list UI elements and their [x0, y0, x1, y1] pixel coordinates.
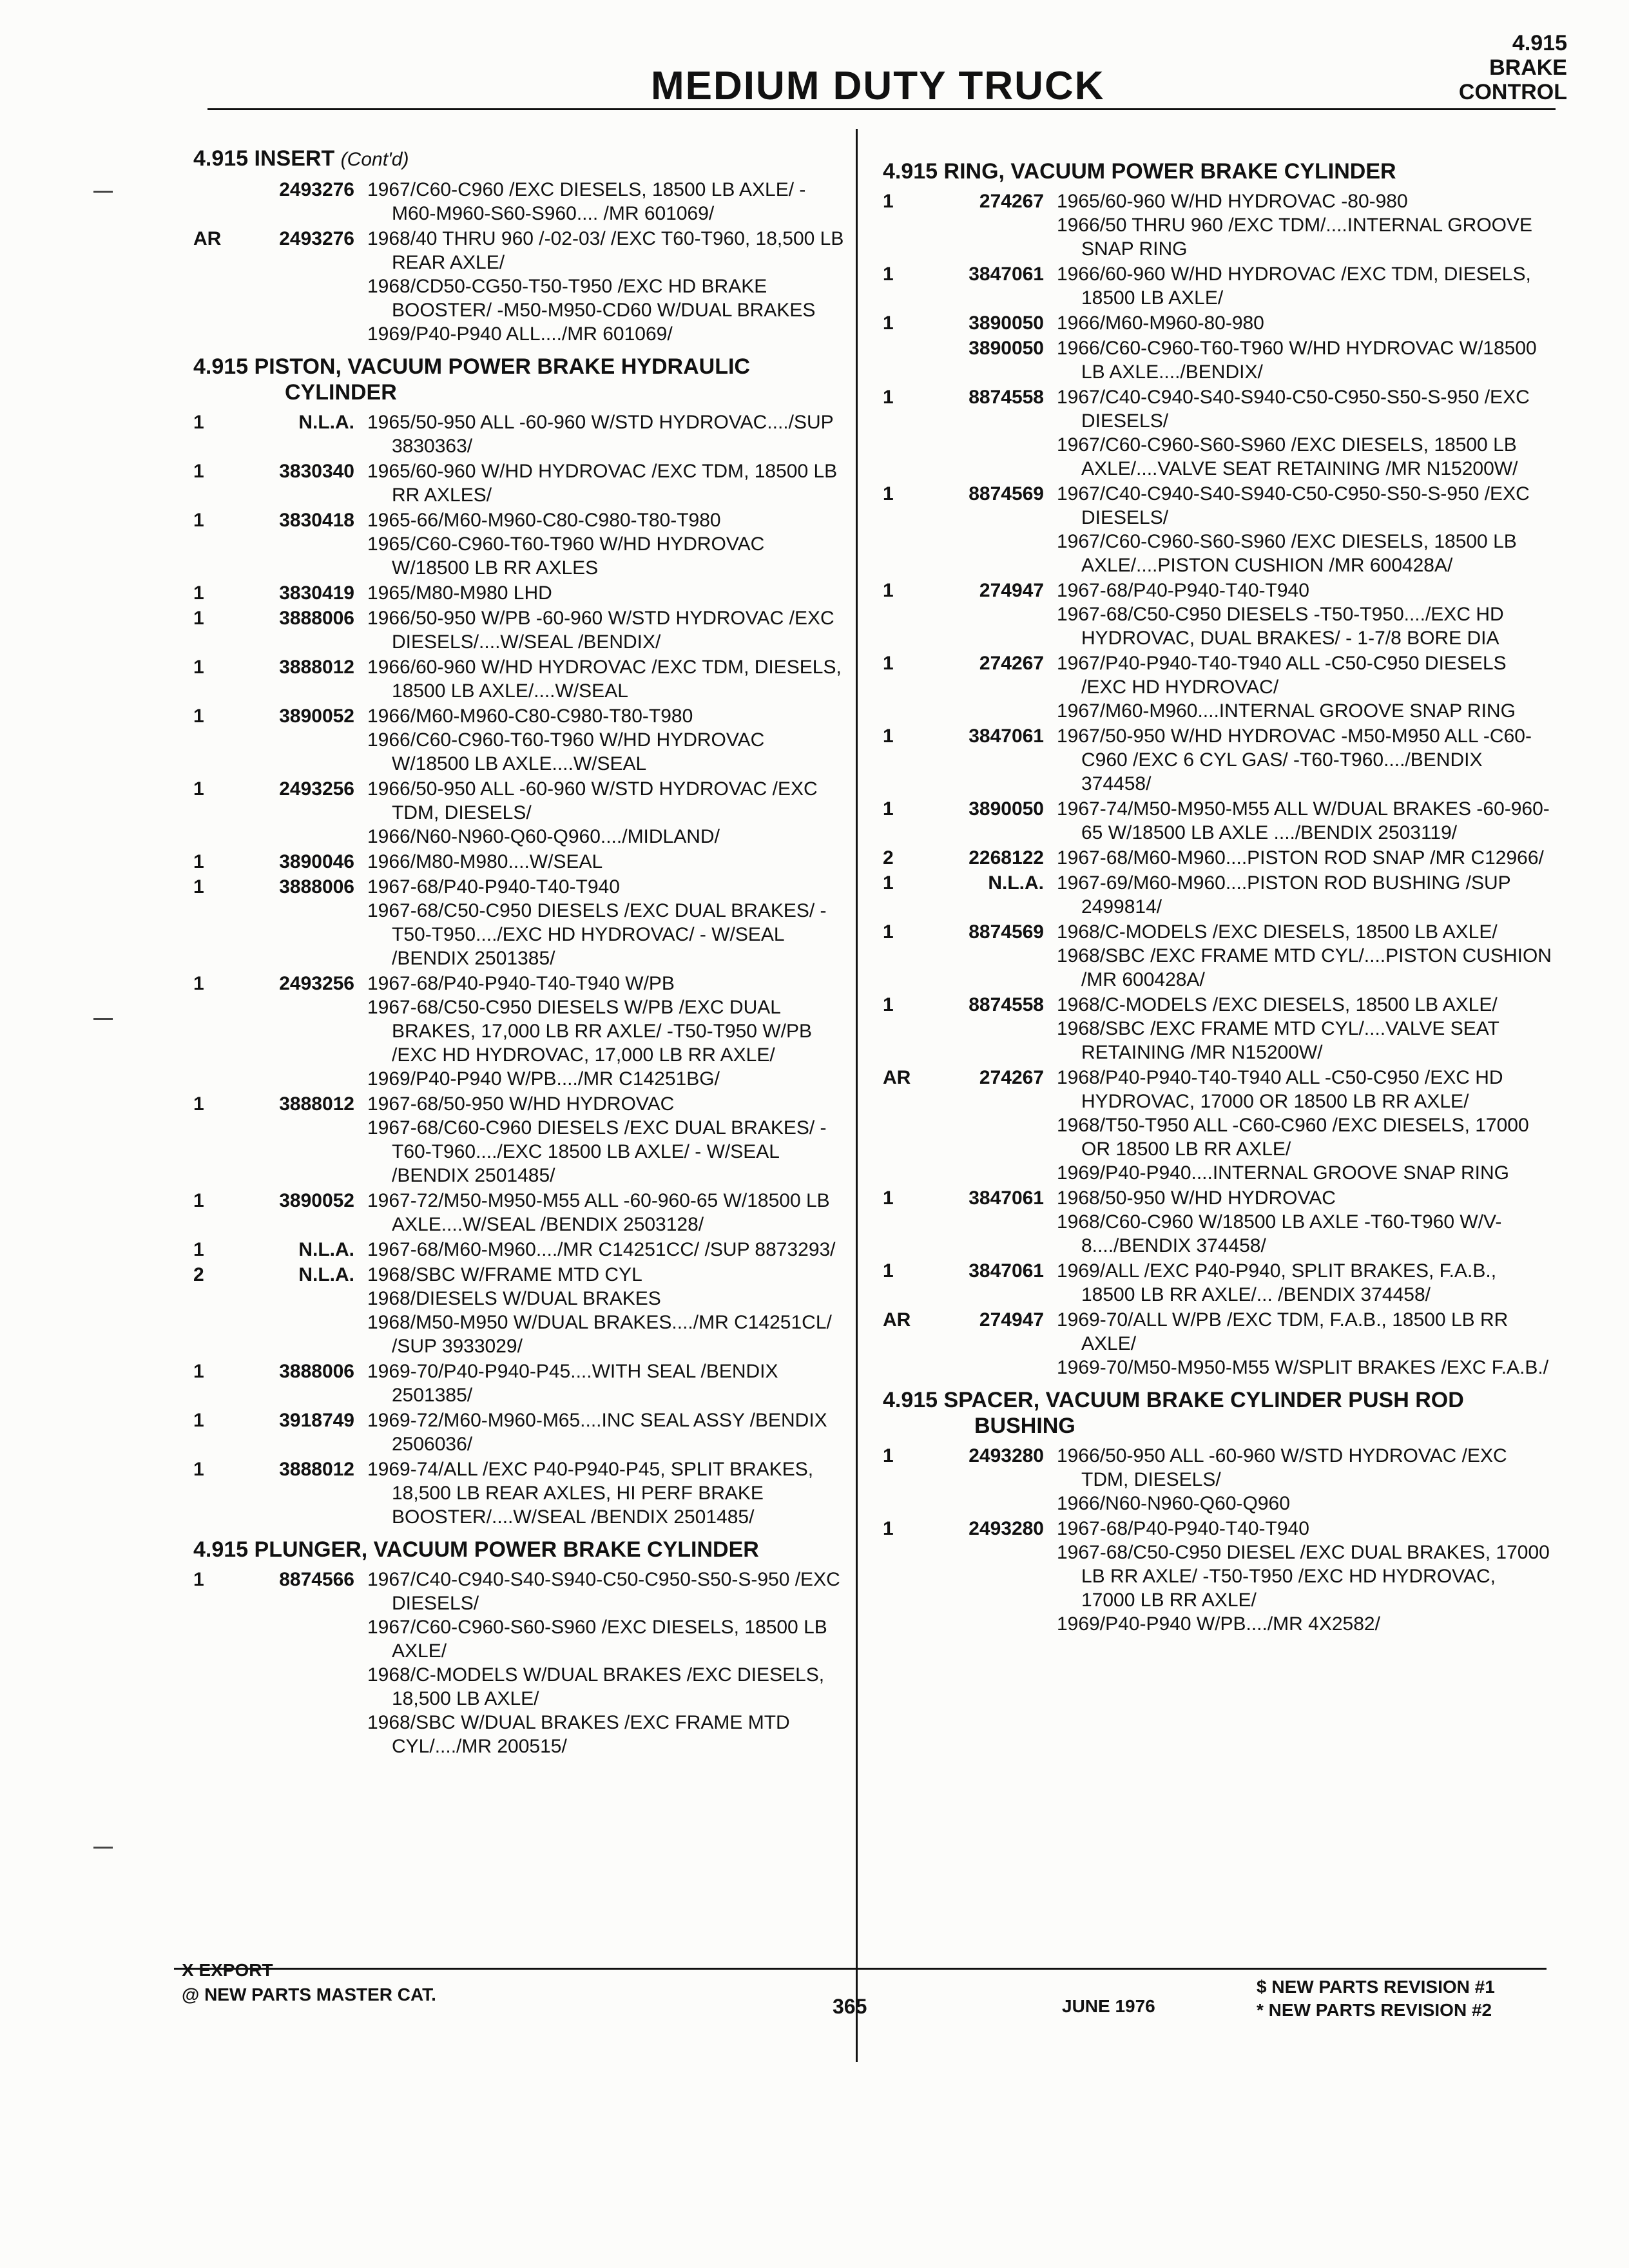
application-description [1057, 311, 1553, 335]
part-number: 8874558 [969, 994, 1044, 1015]
application-description [367, 410, 844, 458]
quantity: 1 [883, 191, 894, 212]
quantity: 1 [193, 582, 204, 604]
application-line: 1968/50-950 W/HD HYDROVAC [1057, 1187, 1336, 1209]
part-entry [193, 410, 844, 458]
application-line: 1966/60-960 W/HD HYDROVAC /EXC TDM, DIESELS, 18500 LB AXLE/....W/SEAL [367, 657, 842, 702]
quantity: 1 [193, 778, 204, 800]
application-description [367, 459, 844, 507]
part-entry [193, 1092, 844, 1187]
parts-section [883, 1387, 1553, 1636]
part-number: 2493280 [969, 1518, 1044, 1539]
margin-mark [93, 1847, 113, 1849]
quantity: 1 [193, 1410, 204, 1431]
part-number: 3888012 [279, 657, 354, 678]
quantity: 1 [193, 412, 204, 433]
quantity: 1 [193, 510, 204, 531]
application-description [367, 1092, 844, 1187]
quantity: 1 [883, 921, 894, 943]
part-number: 3890050 [969, 312, 1044, 334]
part-entry [883, 1259, 1553, 1307]
part-number: 3847061 [969, 264, 1044, 285]
application-description [367, 1189, 844, 1236]
application-line: 1966/50-950 W/PB -60-960 W/STD HYDROVAC /EXC DIESELS/....W/SEAL /BENDIX/ [367, 608, 834, 653]
application-description [1057, 482, 1553, 577]
application-line: 1967-68/P40-P940-T40-T940 W/PB [367, 973, 675, 994]
part-entry [193, 1238, 844, 1262]
application-line: 1968/CD50-CG50-T50-T950 /EXC HD BRAKE BOOSTER/ -M50-M950-CD60 W/DUAL BRAKES [367, 276, 816, 321]
part-entry [883, 311, 1553, 335]
part-number: 3830419 [279, 582, 354, 604]
quantity: 1 [193, 851, 204, 872]
application-line: 1966/50-950 ALL -60-960 W/STD HYDROVAC /EXC TDM, DIESELS/ [1057, 1445, 1507, 1490]
part-number: 3890050 [969, 798, 1044, 820]
page-number: 365 [833, 1995, 867, 2018]
application-description [367, 1457, 844, 1529]
part-entry [883, 189, 1553, 261]
application-line: 1967/M60-M960....INTERNAL GROOVE SNAP RING [1057, 700, 1516, 722]
part-number: 274267 [979, 653, 1044, 674]
section-name-line-1: BRAKE [1489, 55, 1567, 80]
header-rule [207, 108, 1556, 110]
application-line: 1965/60-960 W/HD HYDROVAC /EXC TDM, 18500 LB RR AXLES/ [367, 461, 838, 506]
quantity: 1 [193, 1093, 204, 1115]
application-line: 1966/M60-M960-80-980 [1057, 312, 1264, 334]
application-line: 1968/DIESELS W/DUAL BRAKES [367, 1288, 661, 1309]
application-line: 1968/SBC /EXC FRAME MTD CYL/....PISTON CUSHION /MR 600428A/ [1057, 945, 1552, 990]
application-line: 1967-68/50-950 W/HD HYDROVAC [367, 1093, 675, 1115]
part-number: 3888012 [279, 1093, 354, 1115]
quantity: 1 [883, 994, 894, 1015]
application-line: 1966/N60-N960-Q60-Q960..../MIDLAND/ [367, 826, 720, 847]
quantity: 1 [193, 1569, 204, 1590]
part-entry [193, 1457, 844, 1529]
part-number: 3888006 [279, 876, 354, 898]
part-number: 8874566 [279, 1569, 354, 1590]
application-line: 1965/50-950 ALL -60-960 W/STD HYDROVAC..../SUP 3830363/ [367, 412, 834, 457]
margin-mark [93, 1018, 113, 1020]
application-line: 1969/P40-P940....INTERNAL GROOVE SNAP RING [1057, 1162, 1509, 1184]
part-number: 274267 [979, 191, 1044, 212]
quantity: 1 [193, 1190, 204, 1211]
quantity: 1 [883, 798, 894, 820]
application-description [1057, 993, 1553, 1064]
application-line: 1965/60-960 W/HD HYDROVAC -80-980 [1057, 191, 1408, 212]
application-description [1057, 846, 1553, 870]
part-entry [883, 579, 1553, 650]
section-title [193, 354, 844, 405]
application-description [1057, 579, 1553, 650]
part-entry [883, 871, 1553, 919]
application-description [1057, 262, 1553, 310]
part-entry [883, 1066, 1553, 1185]
right-column [883, 159, 1553, 1644]
application-line: 1967-68/C50-C950 DIESELS W/PB /EXC DUAL BRAKES, 17,000 LB RR AXLE/ -T50-T950 W/PB /EXC HD HYDROVAC, 17,000 LB RR AXLE/ [367, 997, 812, 1066]
part-number: N.L.A. [298, 412, 354, 433]
part-number: 3888012 [279, 1459, 354, 1480]
section-number: 4.915 [1512, 31, 1567, 55]
application-description [1057, 189, 1553, 261]
part-number: 3890052 [279, 1190, 354, 1211]
part-number: N.L.A. [298, 1264, 354, 1285]
quantity: 1 [883, 387, 894, 408]
part-entry [193, 1408, 844, 1456]
application-description [367, 581, 844, 605]
export-note: X EXPORT [182, 1960, 273, 1980]
application-line: 1966/C60-C960-T60-T960 W/HD HYDROVAC W/18500 LB AXLE..../BENDIX/ [1057, 338, 1537, 383]
section-title [193, 1537, 844, 1562]
part-entry [883, 262, 1553, 310]
application-line: 1966/C60-C960-T60-T960 W/HD HYDROVAC W/18500 LB AXLE....W/SEAL [367, 729, 765, 774]
parts-section [883, 159, 1553, 1379]
section-title-line-2: BUSHING [974, 1414, 1075, 1438]
section-title-line-2: CYLINDER [285, 380, 397, 405]
part-entry [883, 1186, 1553, 1258]
left-column [193, 146, 844, 1766]
part-entry [193, 606, 844, 654]
part-number: 3890050 [969, 338, 1044, 359]
part-number: 3847061 [969, 1187, 1044, 1209]
page-title: MEDIUM DUTY TRUCK [651, 64, 1105, 108]
application-description [1057, 1066, 1553, 1185]
section-label [1374, 31, 1567, 104]
part-entry [883, 993, 1553, 1064]
publication-date: JUNE 1976 [1062, 1996, 1155, 2016]
part-entry [193, 777, 844, 849]
application-description [1057, 651, 1553, 723]
section-title-text: 4.915 PLUNGER, VACUUM POWER BRAKE CYLINDER [193, 1537, 759, 1562]
part-number: 274947 [979, 580, 1044, 601]
application-description [367, 508, 844, 580]
application-description [1057, 724, 1553, 796]
quantity: 1 [883, 1260, 894, 1282]
application-line: 1969-70/P40-P940-P45....WITH SEAL /BENDIX 2501385/ [367, 1361, 778, 1406]
application-line: 1967-68/P40-P940-T40-T940 [1057, 580, 1309, 601]
application-description [367, 704, 844, 776]
part-entry [193, 875, 844, 970]
section-title [883, 159, 1553, 184]
application-line: 1968/M50-M950 W/DUAL BRAKES..../MR C14251CL/ /SUP 3933029/ [367, 1312, 832, 1357]
quantity: 1 [883, 264, 894, 285]
application-line: 1965/M80-M980 LHD [367, 582, 552, 604]
part-number: 274947 [979, 1309, 1044, 1331]
quantity: 1 [883, 726, 894, 747]
part-entry [883, 385, 1553, 481]
application-description [367, 875, 844, 970]
part-number: 3830418 [279, 510, 354, 531]
section-name-line-2: CONTROL [1458, 80, 1567, 104]
application-line: 1968/C60-C960 W/18500 LB AXLE -T60-T960 W/V-8..../BENDIX 374458/ [1057, 1211, 1502, 1256]
part-entry [193, 1189, 844, 1236]
application-description [1057, 1517, 1553, 1636]
quantity: 1 [193, 1361, 204, 1382]
footer-rule [174, 1968, 1547, 1970]
application-line: 1967/C40-C940-S40-S940-C50-C950-S50-S-950 /EXC DIESELS/ [1057, 387, 1530, 432]
application-line: 1967-72/M50-M950-M55 ALL -60-960-65 W/18500 LB AXLE....W/SEAL /BENDIX 2503128/ [367, 1190, 830, 1235]
master-cat-note: @ NEW PARTS MASTER CAT. [182, 1984, 436, 2004]
application-line: 1968/40 THRU 960 /-02-03/ /EXC T60-T960, 18,500 LB REAR AXLE/ [367, 228, 844, 273]
quantity: 1 [193, 608, 204, 629]
application-line: 1968/SBC W/FRAME MTD CYL [367, 1264, 642, 1285]
part-number: 3888006 [279, 608, 354, 629]
part-entry [193, 227, 844, 346]
application-line: 1967-69/M60-M960....PISTON ROD BUSHING /SUP 2499814/ [1057, 872, 1511, 918]
part-entry [193, 459, 844, 507]
part-entry [883, 1308, 1553, 1379]
application-line: 1967/P40-P940-T40-T940 ALL -C50-C950 DIESELS /EXC HD HYDROVAC/ [1057, 653, 1507, 698]
application-description [367, 1238, 844, 1262]
part-entry [193, 508, 844, 580]
application-line: 1966/50 THRU 960 /EXC TDM/....INTERNAL GROOVE SNAP RING [1057, 215, 1533, 260]
quantity: 1 [883, 1445, 894, 1466]
column-divider [856, 129, 858, 2062]
quantity: 1 [883, 1518, 894, 1539]
part-number: 2268122 [969, 847, 1044, 869]
application-line: 1968/C-MODELS /EXC DIESELS, 18500 LB AXLE/ [1057, 994, 1498, 1015]
application-line: 1969-72/M60-M960-M65....INC SEAL ASSY /BENDIX 2506036/ [367, 1410, 827, 1455]
application-description [1057, 797, 1553, 845]
quantity: 1 [193, 1239, 204, 1260]
application-description [367, 1360, 844, 1407]
section-title [883, 1387, 1553, 1439]
application-line: 1965-66/M60-M960-C80-C980-T80-T980 [367, 510, 721, 531]
part-number: 2493276 [279, 228, 354, 249]
part-entry [193, 704, 844, 776]
quantity: 1 [193, 461, 204, 482]
part-entry [193, 1360, 844, 1407]
part-entry [883, 724, 1553, 796]
application-line: 1967-68/C50-C950 DIESEL /EXC DUAL BRAKES, 17000 LB RR AXLE/ -T50-T950 /EXC HD HYDROVAC, 17000 LB RR AXLE/ [1057, 1542, 1550, 1611]
quantity: AR [193, 228, 222, 249]
application-description [1057, 1186, 1553, 1258]
part-entry [883, 846, 1553, 870]
part-number: 2493256 [279, 973, 354, 994]
application-line: 1968/T50-T950 ALL -C60-C960 /EXC DIESELS, 17000 OR 18500 LB RR AXLE/ [1057, 1115, 1529, 1160]
application-line: 1965/C60-C960-T60-T960 W/HD HYDROVAC W/18500 LB RR AXLES [367, 533, 765, 579]
application-line: 1966/60-960 W/HD HYDROVAC /EXC TDM, DIESELS, 18500 LB AXLE/ [1057, 264, 1531, 309]
part-number: 2493280 [969, 1445, 1044, 1466]
part-number: 8874569 [969, 921, 1044, 943]
part-number: 3847061 [969, 726, 1044, 747]
parts-section [193, 354, 844, 1529]
application-line: 1966/M80-M980....W/SEAL [367, 851, 603, 872]
margin-mark [93, 191, 113, 193]
application-description [367, 178, 844, 226]
quantity: 2 [193, 1264, 204, 1285]
part-number: 3890046 [279, 851, 354, 872]
application-line: 1969/P40-P940 ALL..../MR 601069/ [367, 323, 673, 345]
application-description [1057, 385, 1553, 481]
quantity: 1 [883, 1187, 894, 1209]
quantity: 1 [883, 580, 894, 601]
section-title-text: 4.915 PISTON, VACUUM POWER BRAKE HYDRAULIC [193, 354, 750, 379]
application-line: 1967/C40-C940-S40-S940-C50-C950-S50-S-950 /EXC DIESELS/ [1057, 483, 1530, 528]
application-description [1057, 1444, 1553, 1515]
section-title-text: 4.915 SPACER, VACUUM BRAKE CYLINDER PUSH ROD [883, 1388, 1464, 1412]
application-description [367, 1263, 844, 1358]
part-number: 3888006 [279, 1361, 354, 1382]
part-number: 8874558 [969, 387, 1044, 408]
application-line: 1966/N60-N960-Q60-Q960 [1057, 1493, 1290, 1514]
quantity: 1 [193, 973, 204, 994]
application-line: 1967-68/C60-C960 DIESELS /EXC DUAL BRAKES/ -T60-T960..../EXC 18500 LB AXLE/ - W/SEAL /BENDIX 2501485/ [367, 1117, 827, 1186]
parts-section [193, 146, 844, 346]
part-number: 8874569 [969, 483, 1044, 505]
part-entry [193, 850, 844, 874]
quantity: 1 [193, 657, 204, 678]
application-line: 1967-68/C50-C950 DIESELS /EXC DUAL BRAKES/ -T50-T950..../EXC HD HYDROVAC/ - W/SEAL /BENDIX 2501385/ [367, 900, 827, 969]
part-entry [193, 1568, 844, 1758]
application-line: 1967-68/P40-P940-T40-T940 [367, 876, 620, 898]
application-line: 1967/50-950 W/HD HYDROVAC -M50-M950 ALL -C60-C960 /EXC 6 CYL GAS/ -T60-T960..../BENDIX 374458/ [1057, 726, 1532, 794]
part-entry [883, 482, 1553, 577]
part-entry [883, 336, 1553, 384]
part-entry [193, 972, 844, 1091]
section-title [193, 146, 844, 173]
application-line: 1967/C60-C960-S60-S960 /EXC DIESELS, 18500 LB AXLE/ [367, 1617, 827, 1662]
application-line: 1968/C-MODELS W/DUAL BRAKES /EXC DIESELS, 18,500 LB AXLE/ [367, 1664, 825, 1709]
application-line: 1967/C40-C940-S40-S940-C50-C950-S50-S-950 /EXC DIESELS/ [367, 1569, 840, 1614]
part-number: 3918749 [279, 1410, 354, 1431]
application-line: 1967/C60-C960 /EXC DIESELS, 18500 LB AXLE/ -M60-M960-S60-S960.... /MR 601069/ [367, 179, 806, 224]
application-description [1057, 1259, 1553, 1307]
part-entry [193, 1263, 844, 1358]
application-line: 1969/ALL /EXC P40-P940, SPLIT BRAKES, F.A.B., 18500 LB RR AXLE/... /BENDIX 374458/ [1057, 1260, 1497, 1305]
quantity: 1 [193, 876, 204, 898]
application-description [367, 777, 844, 849]
application-description [367, 606, 844, 654]
quantity: 1 [883, 312, 894, 334]
application-line: 1969-70/M50-M950-M55 W/SPLIT BRAKES /EXC F.A.B./ [1057, 1357, 1549, 1378]
application-line: 1967/C60-C960-S60-S960 /EXC DIESELS, 18500 LB AXLE/....PISTON CUSHION /MR 600428A/ [1057, 531, 1517, 576]
part-entry [193, 655, 844, 703]
application-line: 1967-68/M60-M960....PISTON ROD SNAP /MR C12966/ [1057, 847, 1544, 869]
application-line: 1967-68/M60-M960..../MR C14251CC/ /SUP 8873293/ [367, 1239, 836, 1260]
part-entry [883, 797, 1553, 845]
part-entry [883, 651, 1553, 723]
application-line: 1968/C-MODELS /EXC DIESELS, 18500 LB AXLE/ [1057, 921, 1498, 943]
quantity: 1 [883, 653, 894, 674]
quantity: 2 [883, 847, 894, 869]
quantity: 1 [193, 1459, 204, 1480]
parts-section [193, 1537, 844, 1758]
application-description [367, 1408, 844, 1456]
application-description [367, 850, 844, 874]
part-number: 274267 [979, 1067, 1044, 1088]
part-entry [193, 178, 844, 226]
application-description [1057, 1308, 1553, 1379]
application-line: 1968/SBC W/DUAL BRAKES /EXC FRAME MTD CYL/..../MR 200515/ [367, 1712, 790, 1757]
part-number: 3847061 [969, 1260, 1044, 1282]
application-description [367, 1568, 844, 1758]
part-number: 2493256 [279, 778, 354, 800]
application-description [367, 972, 844, 1091]
part-number: N.L.A. [298, 1239, 354, 1260]
application-line: 1969/P40-P940 W/PB..../MR 4X2582/ [1057, 1613, 1380, 1635]
part-number: N.L.A. [988, 872, 1044, 894]
part-entry [883, 920, 1553, 992]
application-line: 1966/M60-M960-C80-C980-T80-T980 [367, 706, 693, 727]
application-line: 1968/SBC /EXC FRAME MTD CYL/....VALVE SEAT RETAINING /MR N15200W/ [1057, 1018, 1499, 1063]
part-entry [883, 1517, 1553, 1636]
application-line: 1969-74/ALL /EXC P40-P940-P45, SPLIT BRAKES, 18,500 LB REAR AXLES, HI PERF BRAKE BOOSTER/....W/SEAL /BENDIX 2501485/ [367, 1459, 814, 1528]
quantity: 1 [193, 706, 204, 727]
application-description [1057, 336, 1553, 384]
application-line: 1969-70/ALL W/PB /EXC TDM, F.A.B., 18500 LB RR AXLE/ [1057, 1309, 1509, 1354]
quantity: AR [883, 1309, 911, 1331]
quantity: 1 [883, 872, 894, 894]
application-line: 1967/C60-C960-S60-S960 /EXC DIESELS, 18500 LB AXLE/....VALVE SEAT RETAINING /MR N15200W/ [1057, 434, 1518, 479]
section-title-text: 4.915 RING, VACUUM POWER BRAKE CYLINDER [883, 159, 1396, 184]
application-line: 1967-68/P40-P940-T40-T940 [1057, 1518, 1309, 1539]
application-line: 1966/50-950 ALL -60-960 W/STD HYDROVAC /EXC TDM, DIESELS/ [367, 778, 818, 823]
application-description [1057, 871, 1553, 919]
part-number: 3830340 [279, 461, 354, 482]
part-number: 2493276 [279, 179, 354, 200]
application-line: 1967-68/C50-C950 DIESELS -T50-T950..../EXC HD HYDROVAC, DUAL BRAKES/ - 1-7/8 BORE DIA [1057, 604, 1504, 649]
quantity: AR [883, 1067, 911, 1088]
application-description [367, 227, 844, 346]
revision-note-1: $ NEW PARTS REVISION #1 [1257, 1977, 1495, 1997]
application-line: 1967-74/M50-M950-M55 ALL W/DUAL BRAKES -60-960-65 W/18500 LB AXLE ..../BENDIX 2503119/ [1057, 798, 1550, 843]
application-line: 1969/P40-P940 W/PB..../MR C14251BG/ [367, 1068, 720, 1090]
section-title-suffix: (Cont'd) [340, 149, 409, 170]
part-entry [193, 581, 844, 605]
application-line: 1968/P40-P940-T40-T940 ALL -C50-C950 /EXC HD HYDROVAC, 17000 OR 18500 LB RR AXLE/ [1057, 1067, 1503, 1112]
quantity: 1 [883, 483, 894, 505]
part-number: 3890052 [279, 706, 354, 727]
revision-note-2: * NEW PARTS REVISION #2 [1257, 2000, 1492, 2020]
part-entry [883, 1444, 1553, 1515]
application-description [1057, 920, 1553, 992]
section-title-text: 4.915 INSERT [193, 146, 335, 171]
application-description [367, 655, 844, 703]
